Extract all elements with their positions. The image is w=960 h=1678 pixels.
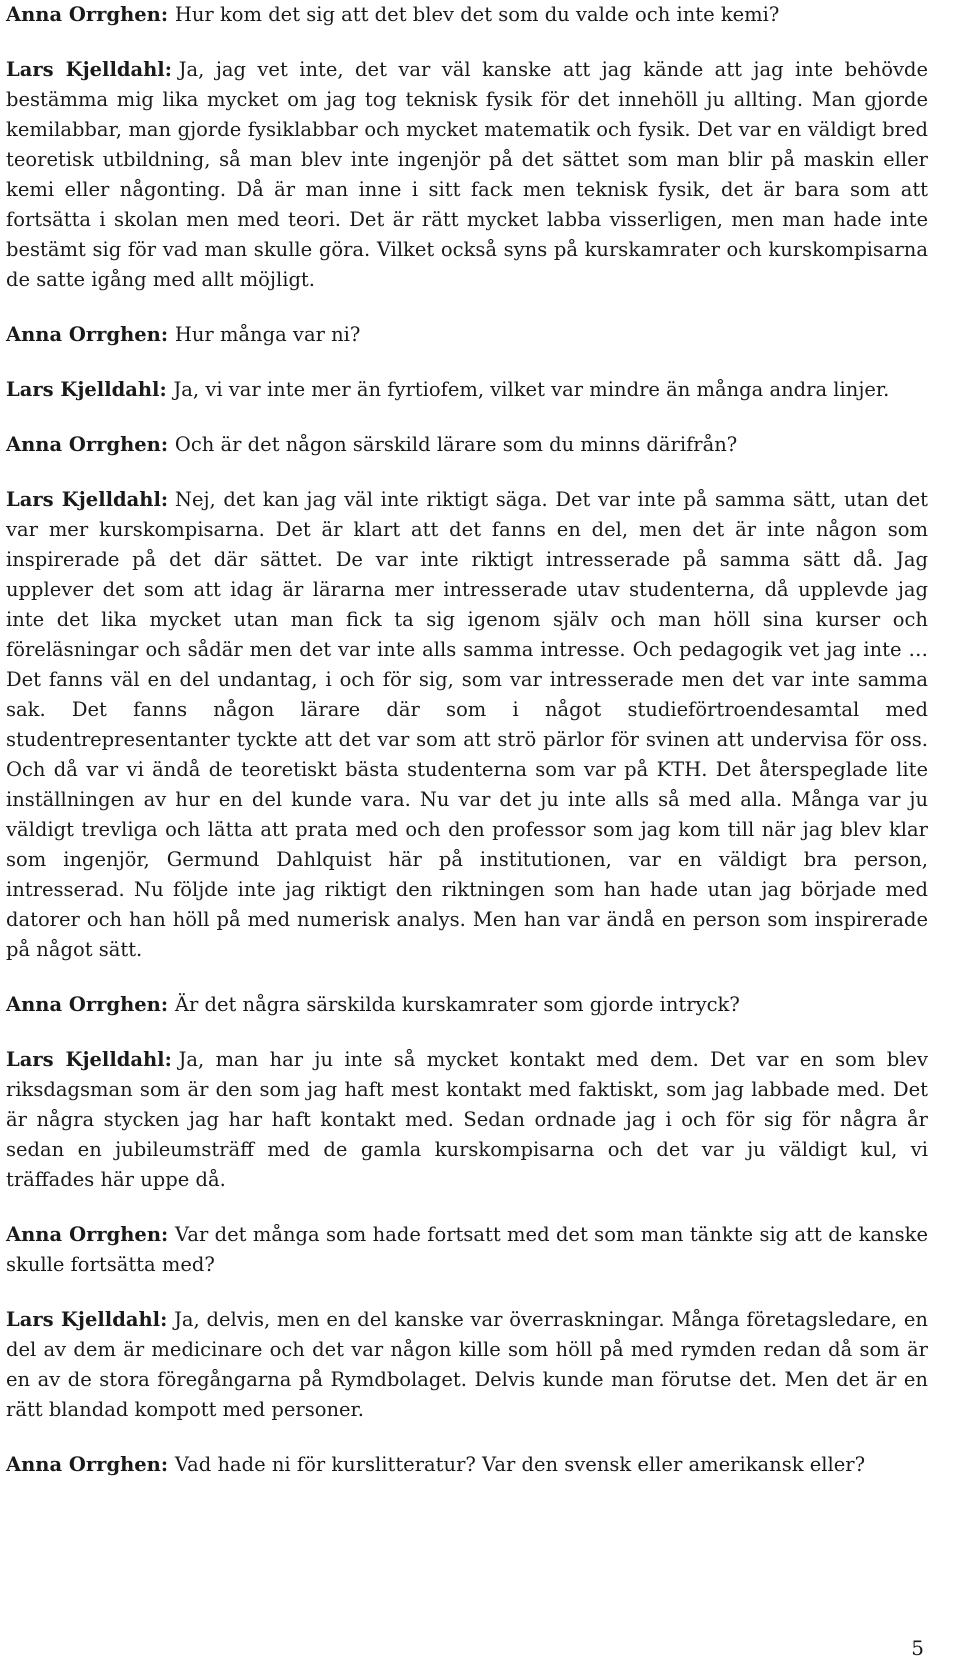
speaker-name: Lars Kjelldahl: [6,1308,168,1331]
transcript-paragraph [6,0,928,30]
speaker-name: Lars Kjelldahl: [6,488,169,511]
speaker-name: Lars Kjelldahl: [6,58,172,81]
transcript-paragraph [6,430,928,460]
transcript-paragraph [6,375,928,405]
utterance-text: Är det några särskilda kurskamrater som gjorde intryck? [174,993,740,1016]
utterance-text: Nej, det kan jag väl inte riktigt säga. Det var inte på samma sätt, utan det var mer kurskompisarna. Det är klart att det fanns en del, men det är inte någon som inspirerade på det där sättet. De var inte riktigt intresserade på samma sätt då. Jag upplever det som att idag är lärarna mer intresserade utav studenterna, då upplevde jag inte det lika mycket utan man fick ta sig igenom själv och man höll sina kurser och föreläsningar och sådär men det var inte alls samma intresse. Och pedagogik vet jag inte … Det fanns väl en del undantag, i och för sig, som var intresserade men det var inte samma sak. Det fanns någon lärare där som i något studieförtroendesamtal med studentrepresentanter tyckte att det var som att strö pärlor för svinen att undervisa för oss. Och då var vi ändå de teoretiskt bästa studenterna som var på KTH. Det återspeglade lite inställningen av hur en del kunde vara. Nu var det ju inte alls så med alla. Många var ju väldigt trevliga och lätta att prata med och den professor som jag kom till när jag blev klar som ingenjör, Germund Dahlquist här på institutionen, var en väldigt bra person, intresserad. Nu följde inte jag riktigt den riktningen som han hade utan jag började med datorer och han höll på med numerisk analys. Men han var ändå en person som inspirerade på något sätt. [6,488,929,961]
transcript-paragraph [6,1450,928,1480]
transcript-paragraph [6,1045,928,1195]
utterance-text: Var det många som hade fortsatt med det som man tänkte sig att de kanske skulle fortsätta med? [6,1223,928,1276]
transcript-paragraph [6,1305,928,1425]
transcript-paragraph [6,485,928,965]
utterance-text: Vad hade ni för kurslitteratur? Var den svensk eller amerikansk eller? [174,1453,866,1476]
transcript-page [6,0,928,1505]
transcript-paragraph [6,1220,928,1280]
utterance-text: Ja, jag vet inte, det var väl kanske att jag kände att jag inte behövde bestämma mig lika mycket om jag tog teknisk fysik för det innehöll ju allting. Man gjorde kemilabbar, man gjorde fysiklabbar och mycket matematik och fysik. Det var en väldigt bred teoretisk utbildning, så man blev inte ingenjör på det sättet som man blir på maskin eller kemi eller någonting. Då är man inne i sitt fack men teknisk fysik, det är bara som att fortsätta i skolan men med teori. Det är rätt mycket labba visserligen, men man hade inte bestämt sig för vad man skulle göra. Vilket också syns på kurskamrater och kurskompisarna de satte igång med allt möjligt. [6,58,928,291]
speaker-name: Anna Orrghen: [6,433,169,456]
utterance-text: Hur kom det sig att det blev det som du valde och inte kemi? [174,3,780,26]
speaker-name: Anna Orrghen: [6,323,169,346]
transcript-paragraph [6,55,928,295]
speaker-name: Lars Kjelldahl: [6,378,167,401]
utterance-text: Ja, delvis, men en del kanske var överraskningar. Många företagsledare, en del av dem är medicinare och det var någon kille som höll på med rymden redan då som är en av de stora föregångarna på Rymdbolaget. Delvis kunde man förutse det. Men det är en rätt blandad kompott med personer. [6,1308,928,1421]
speaker-name: Anna Orrghen: [6,1453,169,1476]
utterance-text: Hur många var ni? [174,323,361,346]
speaker-name: Lars Kjelldahl: [6,1048,172,1071]
speaker-name: Anna Orrghen: [6,3,169,26]
utterance-text: Ja, man har ju inte så mycket kontakt med dem. Det var en som blev riksdagsman som är den som jag haft mest kontakt med faktiskt, som jag labbade med. Det är några stycken jag har haft kontakt med. Sedan ordnade jag i och för sig för några år sedan en jubileumsträff med de gamla kurskompisarna och det var ju väldigt kul, vi träffades här uppe då. [6,1048,928,1191]
speaker-name: Anna Orrghen: [6,1223,169,1246]
transcript-paragraph [6,320,928,350]
utterance-text: Ja, vi var inte mer än fyrtiofem, vilket var mindre än många andra linjer. [173,378,890,401]
utterance-text: Och är det någon särskild lärare som du minns därifrån? [174,433,738,456]
transcript-paragraph [6,990,928,1020]
page-number: 5 [911,1636,924,1660]
speaker-name: Anna Orrghen: [6,993,169,1016]
